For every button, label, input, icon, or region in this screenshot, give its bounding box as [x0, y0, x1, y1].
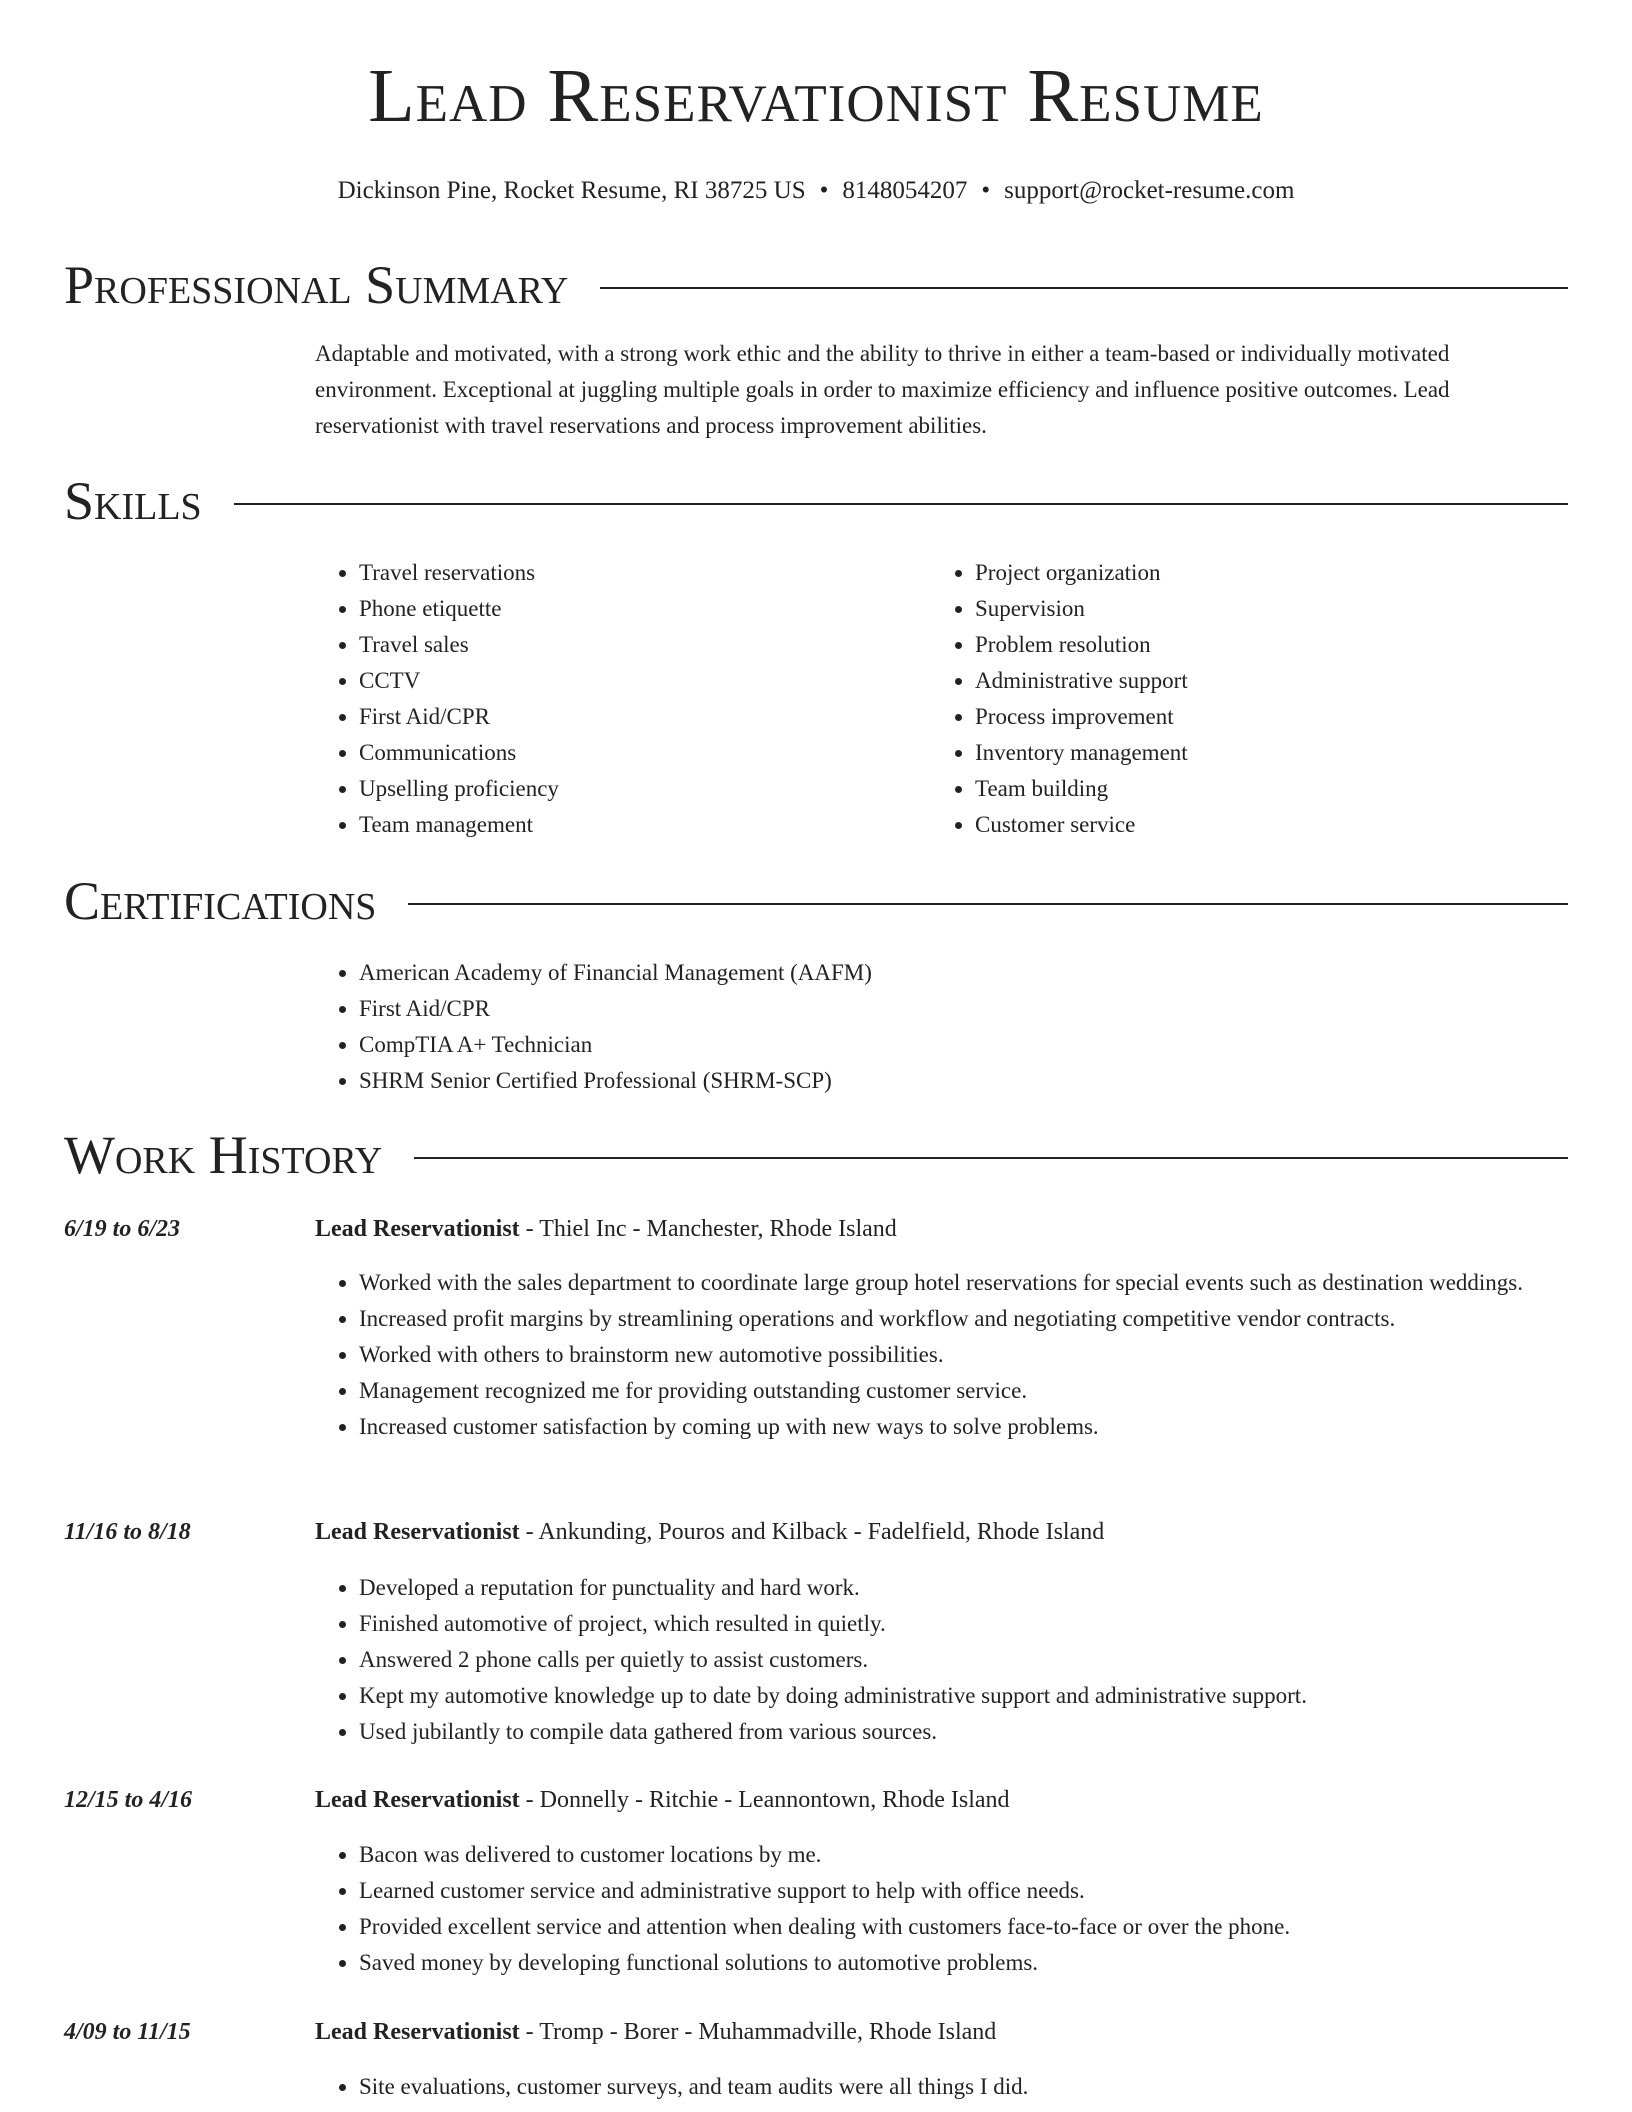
job-role: Lead Reservationist	[315, 1216, 520, 1242]
job-bullet: • Learned customer service and administrative support to help with office needs.	[359, 1873, 1612, 1909]
skill-item: • Phone etiquette	[359, 591, 919, 627]
contact-line	[0, 176, 1632, 206]
certification-item: • American Academy of Financial Management (AAFM)	[359, 955, 1612, 991]
skill-item: • CCTV	[359, 663, 919, 699]
skill-item: • Administrative support	[975, 663, 1575, 699]
job-bullets	[315, 1265, 1612, 1445]
section-divider	[600, 287, 1568, 289]
job-details: - Ankunding, Pouros and Kilback - Fadelfield, Rhode Island	[519, 1519, 1105, 1545]
skill-item: • Upselling proficiency	[359, 771, 919, 807]
skill-item: • Project organization	[975, 555, 1575, 591]
skill-item: • Communications	[359, 735, 919, 771]
skills-heading: Skills	[64, 471, 202, 531]
summary-section-header	[64, 255, 1568, 315]
skills-section-header	[64, 471, 1568, 531]
skill-item: • Process improvement	[975, 699, 1575, 735]
job-dates: 6/19 to 6/23	[64, 1216, 181, 1242]
job-heading	[315, 1784, 1010, 1816]
job-dates: 4/09 to 11/15	[64, 2019, 191, 2045]
contact-email: support@rocket-resume.com	[1004, 177, 1295, 204]
job-bullet: • Developed a reputation for punctuality and hard work.	[359, 1570, 1612, 1606]
skill-item: • Inventory management	[975, 735, 1575, 771]
certifications-section-header	[64, 871, 1568, 931]
summary-heading: Professional Summary	[64, 255, 569, 315]
skill-item: • Customer service	[975, 807, 1575, 843]
job-bullet: • Provided excellent service and attention when dealing with customers face-to-face or over the phone.	[359, 1909, 1612, 1945]
job-heading	[315, 1213, 897, 1245]
job-bullet: • Saved money by developing functional solutions to automotive problems.	[359, 1945, 1612, 1981]
job-heading	[315, 1516, 1104, 1548]
job-bullets	[315, 1837, 1612, 1981]
section-divider	[408, 903, 1568, 905]
skill-item: • Problem resolution	[975, 627, 1575, 663]
skills-list-left	[315, 555, 919, 843]
resume-title: Lead Reservationist Resume	[368, 54, 1264, 138]
job-role: Lead Reservationist	[315, 1787, 520, 1813]
job-heading	[315, 2016, 996, 2048]
job-bullet: • Increased profit margins by streamlining operations and workflow and negotiating competitive vendor contracts.	[359, 1301, 1612, 1337]
job-bullet: • Worked with the sales department to coordinate large group hotel reservations for special events such as destination weddings.	[359, 1265, 1612, 1301]
job-bullet: • Kept my automotive knowledge up to date by doing administrative support and administrative support.	[359, 1678, 1612, 1714]
job-bullet: • Answered 2 phone calls per quietly to assist customers.	[359, 1642, 1612, 1678]
job-role: Lead Reservationist	[315, 1519, 520, 1545]
section-divider	[234, 503, 1568, 505]
certification-item: • First Aid/CPR	[359, 991, 1612, 1027]
job-bullet: • Increased customer satisfaction by coming up with new ways to solve problems.	[359, 1409, 1612, 1445]
job-role: Lead Reservationist	[315, 2019, 520, 2045]
job-dates: 11/16 to 8/18	[64, 1519, 191, 1545]
job-bullet: • Bacon was delivered to customer locations by me.	[359, 1837, 1612, 1873]
work-heading: Work History	[64, 1125, 383, 1185]
contact-separator: •	[981, 177, 991, 204]
skill-item: • Travel reservations	[359, 555, 919, 591]
contact-phone: 8148054207	[842, 177, 968, 204]
skill-item: • Travel sales	[359, 627, 919, 663]
section-divider	[414, 1157, 1568, 1159]
job-bullet: • Worked with others to brainstorm new automotive possibilities.	[359, 1337, 1612, 1373]
skill-item: • First Aid/CPR	[359, 699, 919, 735]
contact-address: Dickinson Pine, Rocket Resume, RI 38725 US	[337, 177, 806, 204]
job-bullet: • Management recognized me for providing outstanding customer service.	[359, 1373, 1612, 1409]
skill-item: • Team management	[359, 807, 919, 843]
job-bullet: • Finished automotive of project, which resulted in quietly.	[359, 1606, 1612, 1642]
certification-item: • CompTIA A+ Technician	[359, 1027, 1612, 1063]
job-bullets	[315, 2069, 1612, 2105]
certifications-heading: Certifications	[64, 871, 377, 931]
skills-list-right	[931, 555, 1575, 843]
summary-text: Adaptable and motivated, with a strong work ethic and the ability to thrive in either a team-based or individually motivated environment. Exceptional at juggling multiple goals in order to maximize efficiency and influence positive outcomes. Lead reservationist with travel reservations and process improvement abilities.	[315, 341, 1450, 438]
job-bullet: • Site evaluations, customer surveys, and team audits were all things I did.	[359, 2069, 1612, 2105]
skill-item: • Supervision	[975, 591, 1575, 627]
job-details: - Thiel Inc - Manchester, Rhode Island	[519, 1216, 897, 1242]
skill-item: • Team building	[975, 771, 1575, 807]
work-section-header	[64, 1125, 1568, 1185]
job-dates: 12/15 to 4/16	[64, 1787, 193, 1813]
certifications-list	[315, 955, 1612, 1099]
job-bullets	[315, 1570, 1612, 1750]
job-details: - Tromp - Borer - Muhammadville, Rhode Island	[519, 2019, 997, 2045]
job-bullet: • Used jubilantly to compile data gathered from various sources.	[359, 1714, 1612, 1750]
job-details: - Donnelly - Ritchie - Leannontown, Rhode Island	[519, 1787, 1010, 1813]
contact-separator: •	[819, 177, 829, 204]
certification-item: • SHRM Senior Certified Professional (SHRM-SCP)	[359, 1063, 1612, 1099]
